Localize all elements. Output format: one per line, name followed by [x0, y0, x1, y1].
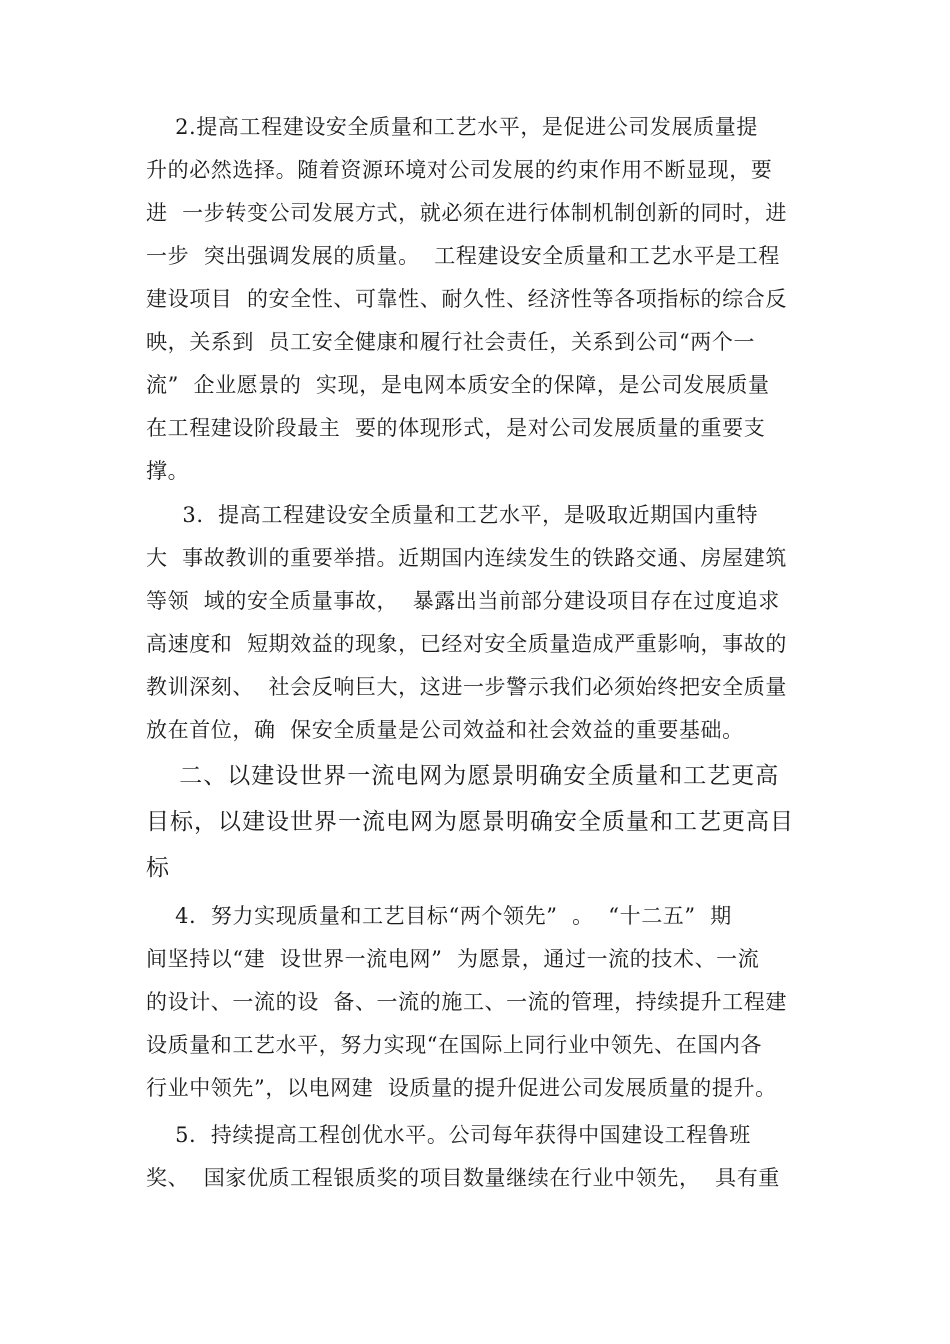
text-line: 5. 持续提高工程创优水平。公司每年获得中国建设工程鲁班	[146, 1123, 751, 1147]
text-line: 间坚持以“建 设世界一流电网” 为愿景，通过一流的技术、一流	[146, 947, 760, 971]
text-line: 等领 域的安全质量事故， 暴露出当前部分建设项目存在过度追求	[146, 589, 780, 613]
text-line: 4. 努力实现质量和工艺目标“两个领先” 。 “十二五” 期	[146, 904, 732, 928]
section-heading: 目标，以建设世界一流电网为愿景明确安全质量和工艺更高目	[146, 809, 794, 835]
text-line: 建设项目 的安全性、可靠性、耐久性、经济性等各项指标的综合反	[146, 287, 787, 311]
text-line: 奖、 国家优质工程银质奖的项目数量继续在行业中领先， 具有重	[146, 1166, 780, 1190]
text-line: 流” 企业愿景的 实现，是电网本质安全的保障，是公司发展质量	[146, 373, 770, 397]
text-line: 一步 突出强调发展的质量。 工程建设安全质量和工艺水平是工程	[146, 244, 780, 268]
text-line: 在工程建设阶段最主 要的体现形式，是对公司发展质量的重要支	[146, 416, 766, 440]
section-heading: 二、以建设世界一流电网为愿景明确安全质量和工艺更高	[146, 763, 780, 789]
text-line: 进 一步转变公司发展方式，就必须在进行体制机制创新的同时，进	[146, 201, 787, 225]
text-line: 放在首位，确 保安全质量是公司效益和社会效益的重要基础。	[146, 718, 744, 742]
text-line: 的设计、一流的设 备、一流的施工、一流的管理，持续提升工程建	[146, 990, 787, 1014]
text-line: 2.提高工程建设安全质量和工艺水平，是促进公司发展质量提	[146, 115, 758, 139]
text-line: 升的必然选择。随着资源环境对公司发展的约束作用不断显现，要	[146, 158, 773, 182]
text-line: 撑。	[146, 459, 190, 483]
text-line: 设质量和工艺水平，努力实现“在国际上同行业中领先、在国内各	[146, 1033, 763, 1057]
text-line: 映，关系到 员工安全健康和履行社会责任，关系到公司“两个一	[146, 330, 756, 354]
text-line: 3. 提高工程建设安全质量和工艺水平，是吸取近期国内重特	[146, 503, 759, 527]
text-line: 高速度和 短期效益的现象，已经对安全质量造成严重影响，事故的	[146, 632, 787, 656]
section-heading: 标	[146, 855, 170, 881]
text-line: 行业中领先”，以电网建 设质量的提升促进公司发展质量的提升。	[146, 1076, 777, 1100]
text-line: 大 事故教训的重要举措。近期国内连续发生的铁路交通、房屋建筑	[146, 546, 787, 570]
text-line: 教训深刻、 社会反响巨大，这进一步警示我们必须始终把安全质量	[146, 675, 787, 699]
